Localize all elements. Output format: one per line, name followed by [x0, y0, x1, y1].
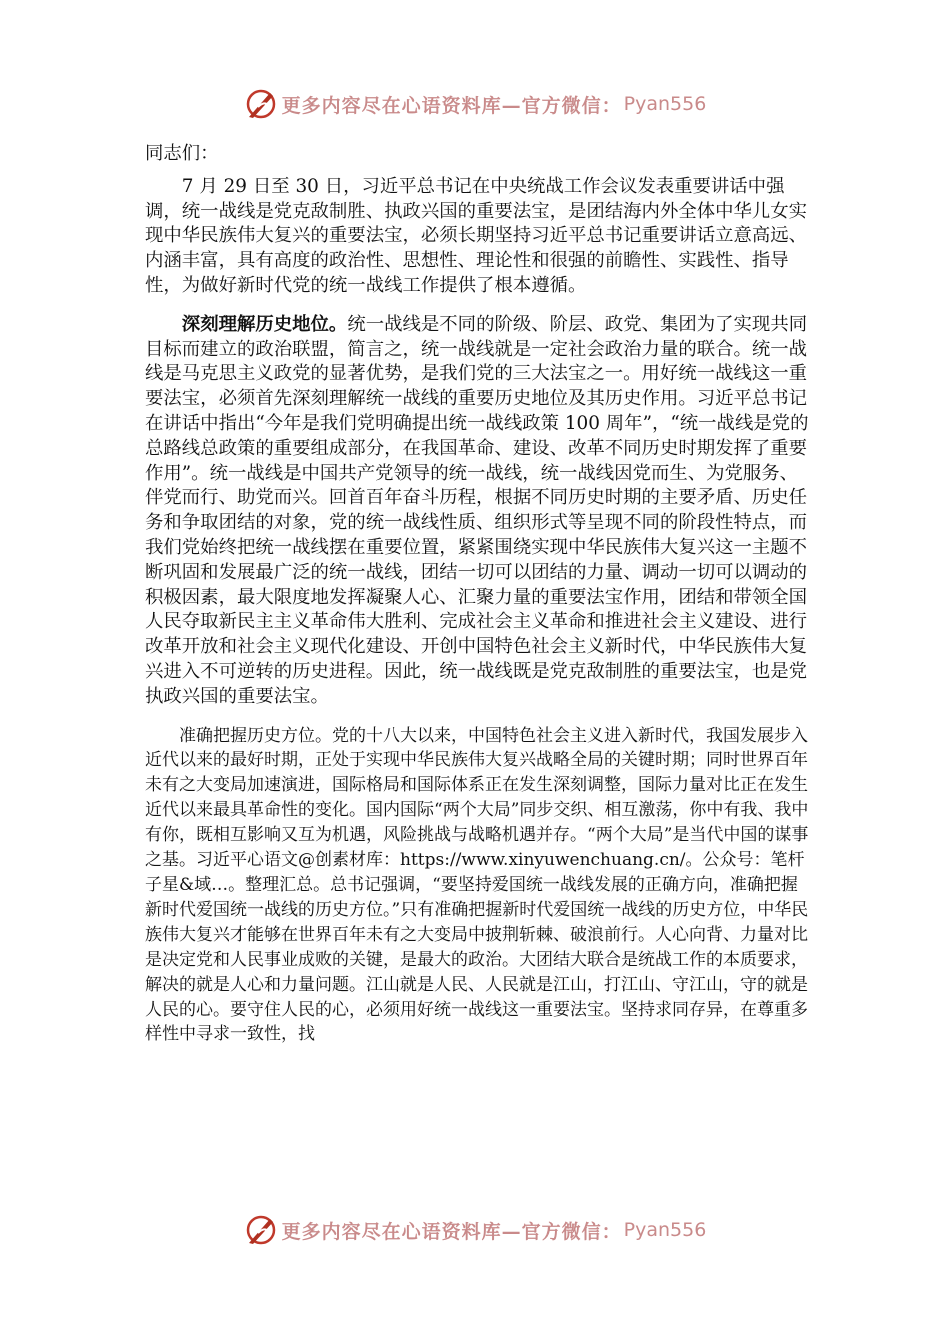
banner-text: 更多内容尽在心语资料库—官方微信： [281, 1220, 622, 1243]
paragraph-history-position: 准确把握历史方位。党的十八大以来，中国特色社会主义进入新时代，我国发展步入近代以来的最好时期，正处于实现中华民族伟大复兴战略全局的关键时期；同时世界百年未有之大变局加速演进，国际格局和国际体系正在发生深刻调整，国际力量对比正在发生近代以来最具革命性的变化。国内国际“两个大局”同步交织、相互激荡，你中有我、我中有你，既相互影响又互为机遇，风险挑战与战略机遇并存。“两个大局”是当代中国的谋事之基。习近平心语文@创素材库：https://www.xinyuwenchuang.cn/。公众号：笔杆子星&域…。整理汇总。总书记强调，“要坚持爱国统一战线发展的正确方向，准确把握新时代爱国统一战线的历史方位。”只有准确把握新时代爱国统一战线的历史方位，中华民族伟大复兴才能够在世界百年未有之大变局中披荆斩棘、破浪前行。人心向背、力量对比是决定党和人民事业成败的关键，是最大的政治。大团结大联合是统战工作的本质要求，解决的就是人心和力量问题。江山就是人民、人民就是江山，打江山、守江山，守的就是人民的心。要守住人民的心，必须用好统一战线这一重要法宝。坚持求同存异，在尊重多样性中寻求一致性，找 [145, 725, 809, 1045]
paragraph-text: 统一战线是不同的阶级、阶层、政党、集团为了实现共同目标而建立的政治联盟，简言之，统一战线就是一定社会政治力量的联合。统一战线是马克思主义政党的显著优势，是我们党的三大法宝之一。用好统一战线这一重要法宝，必须首先深刻理解统一战线的重要历史地位及其历史作用。习近平总书记在讲话中指出“今年是我们党明确提出统一战线政策 100 周年”，“统一战线是党的总路线总政策的重要组成部分，在我国革命、建设、改革不同历史时期发挥了重要作用”。统一战线是中国共产党领导的统一战线，统一战线因党而生、为党服务、伴党而行、助党而兴。回首百年奋斗历程，根据不同历史时期的主要矛盾、历史任务和争取团结的对象，党的统一战线性质、组织形式等呈现不同的阶段性特点，而我们党始终把统一战线摆在重要位置，紧紧围绕实现中华民族伟大复兴这一主题不断巩固和发展最广泛的统一战线，团结一切可以团结的力量、调动一切可以调动的积极因素，最大限度地发挥凝聚人心、汇聚力量的重要法宝作用，团结和带领全国人民夺取新民主主义革命伟大胜利、完成社会主义革命和推进社会主义建设、进行改革开放和社会主义现代化建设、开创中国特色社会主义新时代，中华民族伟大复兴进入不可逆转的历史进程。因此，统一战线既是党克敌制胜的重要法宝，也是党执政兴国的重要法宝。 [145, 313, 809, 707]
pen-logo-icon [244, 87, 278, 121]
paragraph-heading: 深刻理解历史地位。 [181, 313, 348, 335]
pen-logo-icon [244, 1213, 278, 1247]
salutation: 同志们： [145, 143, 219, 164]
paragraph-history-status [145, 313, 810, 710]
document-body [145, 142, 810, 1047]
banner-wechat-id: Pyan556 [623, 93, 707, 115]
footer-banner [0, 1210, 950, 1250]
banner-wechat-id: Pyan556 [623, 1219, 707, 1241]
paragraph-intro: 7 月 29 日至 30 日，习近平总书记在中央统战工作会议发表重要讲话中强调，统一战线是党克敌制胜、执政兴国的重要法宝，是团结海内外全体中华儿女实现中华民族伟大复兴的重要法宝，必须长期坚持习近平总书记重要讲话立意高远、内涵丰富，具有高度的政治性、思想性、理论性和很强的前瞻性、实践性、指导性，为做好新时代党的统一战线工作提供了根本遵循。 [145, 175, 808, 296]
banner-text: 更多内容尽在心语资料库—官方微信： [281, 94, 622, 117]
header-banner [0, 84, 950, 124]
